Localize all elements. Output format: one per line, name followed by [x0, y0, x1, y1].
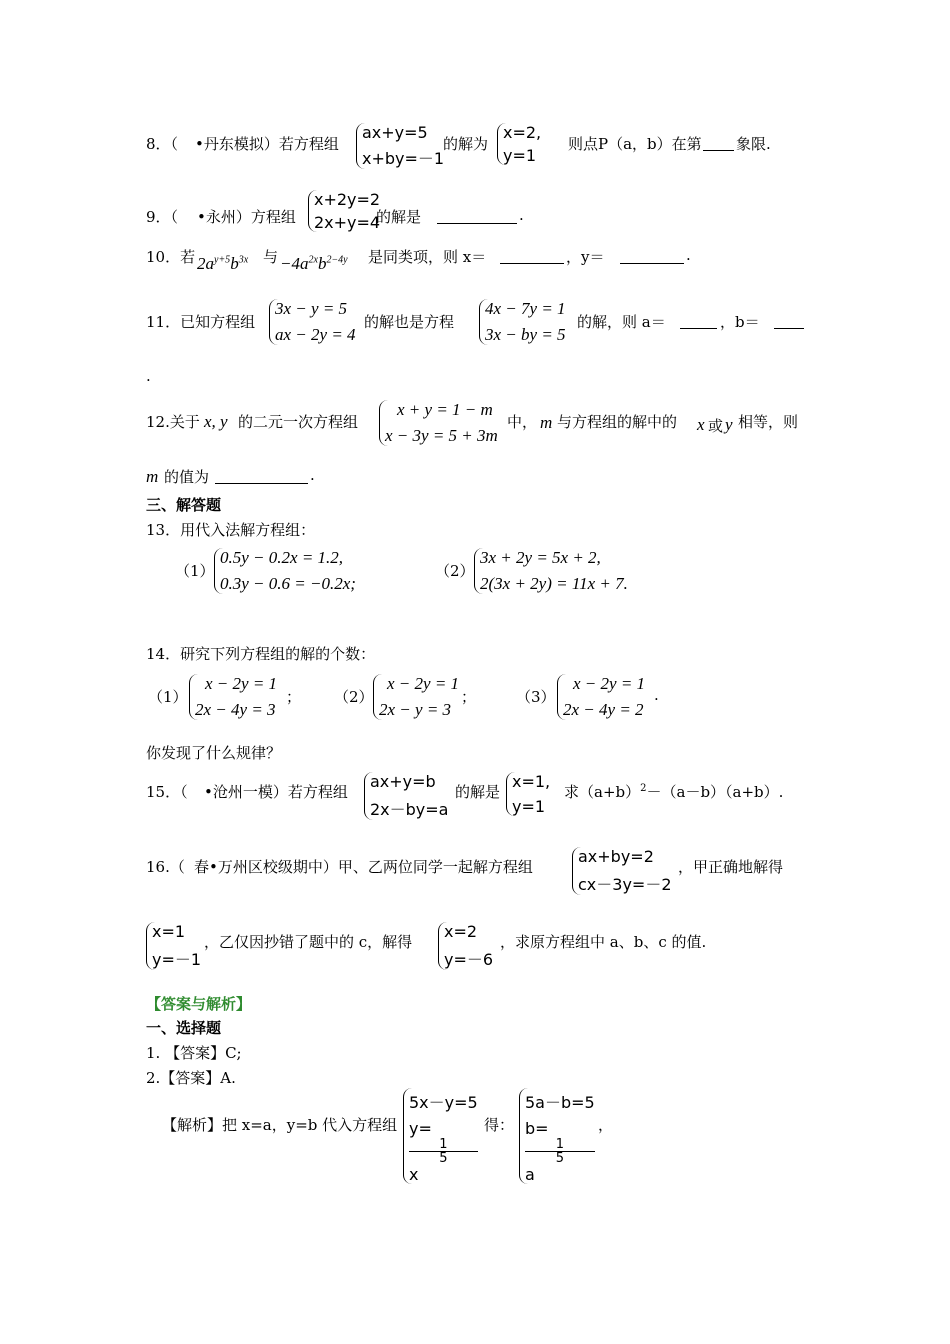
q16-solution-a: x=1 y=－1: [146, 922, 201, 970]
q8-solution: x=2, y=1: [497, 123, 541, 165]
q12-text3: 与方程组的解中的: [557, 413, 678, 431]
q16-solution-b: x=2 y=－6: [438, 922, 493, 970]
q13-part1-label: （1）: [175, 562, 215, 580]
q16-tail: ，甲正确地解得: [678, 858, 784, 876]
q14-part3-system: x − 2y = 1 2x − 4y = 2: [557, 674, 645, 720]
q15-tail: 求$(a+b)^2-(a-b)(a+b)$.: [564, 783, 784, 801]
q10-y-blank: [620, 246, 684, 264]
q14-part2-end: ；: [461, 688, 477, 706]
q11-mid: 的解也是方程: [364, 313, 455, 331]
q14-part2-system: x − 2y = 1 2x − y = 3: [373, 674, 459, 720]
q10-tail: 是同类项，则 x＝: [368, 248, 487, 266]
q14-part3-label: （3）: [516, 688, 556, 706]
q10-x-blank: [500, 246, 564, 264]
q11-sep: ，b＝: [720, 313, 760, 331]
q10-sep: ，y＝: [566, 248, 605, 266]
q12-answer-blank: [215, 466, 308, 484]
q13-part2-system: 3x + 2y = 5x + 2, 2(3x + 2y) = 11x + 7.: [474, 548, 628, 594]
q12-line2-m: m: [146, 467, 159, 486]
q15-solution: x=1, y=1: [506, 772, 550, 816]
q15-system: ax+y=b 2x－by=a: [364, 772, 449, 820]
q11-b-blank: [774, 311, 804, 329]
q10-end: .: [686, 246, 691, 264]
q15-source: •沧州一模）若方程组: [204, 783, 348, 801]
q12-text1: 的二元一次方程组: [238, 413, 359, 431]
q9-tail: 的解是: [376, 208, 422, 226]
q12-y: y: [725, 415, 733, 434]
q10-term1: $2a^{y+5}b^{3x}$: [197, 254, 249, 273]
q12-text2: 中，: [507, 413, 538, 431]
fraction-one-fifth-2: 1 5: [525, 1138, 595, 1165]
answers-section-1: 一、选择题: [146, 1019, 222, 1037]
q16-number: 16.（: [146, 858, 185, 876]
answer-2-system: 5x－y=5 y= 1 5 x: [403, 1088, 478, 1184]
q10-term2: $-4a^{2x}b^{2-4y}$: [280, 254, 348, 273]
q13-title: 13．用代入法解方程组：: [146, 521, 316, 539]
q12-number: 12.关于: [146, 413, 200, 431]
q8-tail: 则点P（a，b）在第: [568, 135, 702, 153]
q8-system: ax+y=5 x+by=－1: [356, 123, 444, 169]
q15-mid: 的解是: [455, 783, 501, 801]
answer-2-end: ，: [598, 1116, 614, 1134]
q8-source: •丹东模拟）若方程组: [195, 135, 339, 153]
q14-title: 14．研究下列方程组的解的个数：: [146, 645, 376, 663]
q16-mid: ，乙仅因抄错了题中的 c，解得: [204, 933, 413, 951]
q14-question: 你发现了什么规律？: [146, 744, 282, 762]
answer-2-result-system: 5a－b=5 b= 1 5 a: [519, 1088, 595, 1184]
q8-mid: 的解为: [443, 135, 489, 153]
fraction-one-fifth: 1 5: [409, 1138, 478, 1165]
q11-system: 3x − y = 5 ax − 2y = 4: [269, 299, 356, 345]
answer-1: 1. 【答案】C;: [146, 1044, 242, 1062]
q12-system: x + y = 1 − m x − 3y = 5 + 3m: [379, 400, 498, 446]
answer-2: 2.【答案】A.: [146, 1069, 236, 1087]
answers-title: 【答案与解析】: [146, 995, 252, 1013]
q15-number: 15．（: [146, 783, 188, 801]
q16-system: ax+by=2 cx－3y=－2: [572, 847, 672, 895]
q12-vars: x, y: [204, 412, 228, 431]
q12-text4: 相等，则: [738, 413, 799, 431]
q8-end: 象限.: [736, 135, 771, 153]
q12-or: 或: [708, 417, 724, 435]
q13-part1-system: 0.5y − 0.2x = 1.2, 0.3y − 0.6 = −0.2x;: [214, 548, 356, 594]
q12-line2-end: .: [310, 466, 315, 484]
q8-answer-blank: [703, 133, 734, 151]
q14-part3-end: .: [654, 686, 659, 704]
q9-end: .: [519, 206, 524, 224]
q9-answer-blank: [437, 206, 517, 224]
q14-part2-label: （2）: [334, 688, 374, 706]
q10-number: 10．若: [146, 248, 196, 266]
section-title-3: 三、解答题: [146, 496, 222, 514]
q9-number: 9．（: [146, 208, 179, 226]
q9-source: •永州）方程组: [197, 208, 296, 226]
q14-part1-label: （1）: [148, 688, 188, 706]
q14-part1-system: x − 2y = 1 2x − 4y = 3: [189, 674, 277, 720]
q12-x: x: [697, 415, 705, 434]
q8-number: 8．（: [146, 135, 179, 153]
q13-part2-label: （2）: [435, 562, 475, 580]
q14-part1-end: ；: [286, 688, 302, 706]
q11-end: .: [146, 367, 151, 385]
answer-2-explanation: 【解析】把 x=a，y=b 代入方程组: [162, 1116, 398, 1134]
q11-tail: 的解，则 a＝: [577, 313, 666, 331]
q11-a-blank: [680, 311, 717, 329]
q9-system: x+2y=2 2x+y=4: [308, 190, 380, 232]
q12-m: m: [540, 413, 553, 432]
q16-source: 春•万州区校级期中）甲、乙两位同学一起解方程组: [194, 858, 533, 876]
q11-number: 11．已知方程组: [146, 313, 256, 331]
q12-line2-text: 的值为: [164, 468, 210, 486]
q16-end: ，求原方程组中 a、b、c 的值.: [500, 933, 707, 951]
q10-mid: 与: [263, 248, 279, 266]
answer-2-mid: 得：: [484, 1116, 515, 1134]
q11-equation-system: 4x − 7y = 1 3x − by = 5: [479, 299, 566, 345]
